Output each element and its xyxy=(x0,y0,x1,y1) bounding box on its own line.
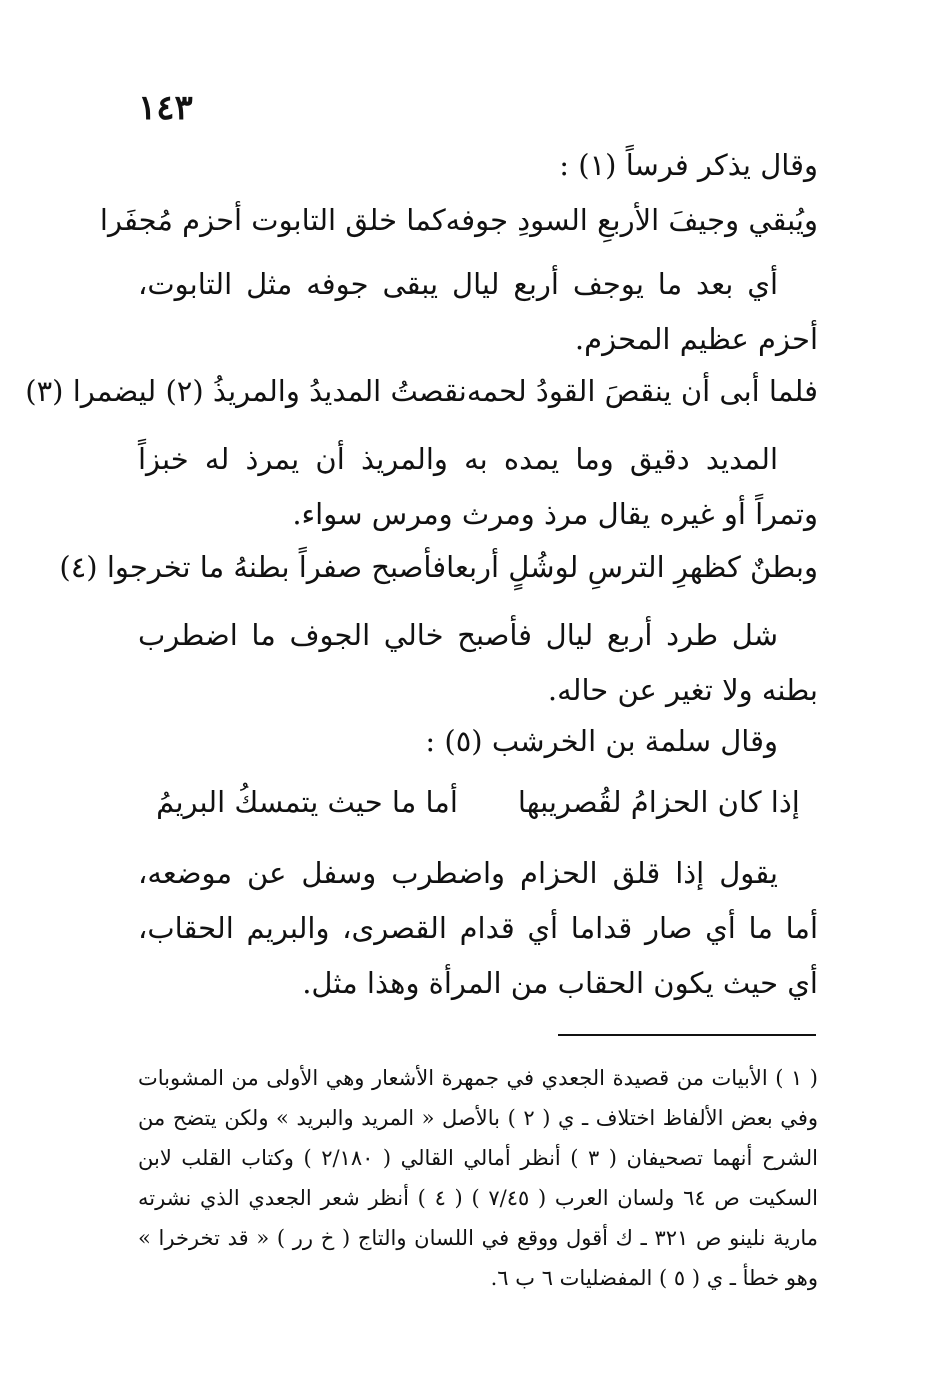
page-number: ١٤٣ xyxy=(138,88,193,128)
verse-1-second-hemistich: كما خلق التابوت أحزم مُجفَرا xyxy=(99,203,446,237)
verse-2-first-hemistich: فلما أبى أن ينقصَ القودُ لحمه xyxy=(466,374,818,408)
verse-1-first-hemistich: ويُبقي وجيفَ الأربعِ السودِ جوفه xyxy=(445,203,818,237)
footnotes: ( ١ ) الأبيات من قصيدة الجعدي في جمهرة الأشعار وهي الأولى من المشوبات وفي بعض الألفاظ اختلاف ـ ي ( ٢ ) بالأصل « المريد والبريد » ولكن يتضح من الشرح أنهما تصحيفان ( ٣ ) أنظر أمالي القالي ( ٢/١٨٠ ) وكتاب القلب لابن السكيت ص ٦٤ ولسان العرب ( ٧/٤٥ ) ( ٤ ) أنظر شعر الجعدي الذي نشرته مارية نلينو ص ٣٢١ ـ ك أقول ووقع في اللسان والتاج ( خ رر ) « قد تخرخرا » وهو خطأ ـ ي ( ٥ ) المفضليات ٦ ب ٦. xyxy=(138,1066,818,1290)
verse-4-second-hemistich: أما ما حيث يتمسكُ البريمُ xyxy=(156,785,458,819)
verse-2-second-hemistich: نقصتُ المديدُ والمريذُ (٢) ليضمرا (٣) xyxy=(25,374,467,408)
verse-intro-2: وقال سلمة بن الخرشب (٥) : xyxy=(425,724,778,758)
verse-line-2 xyxy=(25,374,818,408)
footnote-separator xyxy=(558,1034,816,1036)
verse-3-second-hemistich: فأصبح صفراً بطنهُ ما تخرجوا (٤) xyxy=(59,550,447,584)
verse-line-3 xyxy=(59,550,818,584)
verse-intro-1: وقال يذكر فرساً (١) : xyxy=(559,148,818,182)
verse-4-first-hemistich: إذا كان الحزامُ لقُصريبها xyxy=(517,785,800,819)
commentary-paragraph-2: المديد دقيق وما يمده به والمريذ أن يمرذ له خبزاً وتمراً أو غيره يقال مرذ ومرث ومرس سواء. xyxy=(138,442,818,531)
commentary-paragraph-1: أي بعد ما يوجف أربع ليال يبقى جوفه مثل التابوت، أحزم عظيم المحزم. xyxy=(138,267,818,356)
commentary-paragraph-3: شل طرد أربع ليال فأصبح خالي الجوف ما اضطرب بطنه ولا تغير عن حاله. xyxy=(138,618,818,707)
verse-line-4 xyxy=(138,785,818,819)
verse-line-1 xyxy=(99,203,818,237)
verse-3-first-hemistich: وبطنٌ كظهرِ الترسِ لوشُلٍ أربعا xyxy=(446,550,818,584)
commentary-paragraph-4: يقول إذا قلق الحزام واضطرب وسفل عن موضعه، أما ما أي صار قداما أي قدام القصرى، والبريم الحقاب، أي حيث يكون الحقاب من المرأة وهذا مثل. xyxy=(138,856,818,1000)
